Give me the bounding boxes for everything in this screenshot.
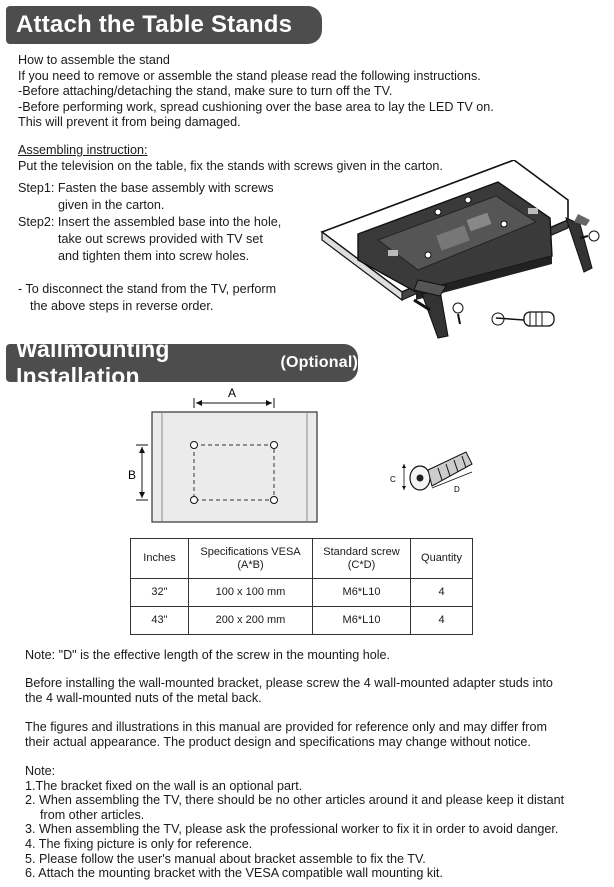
dimension-d-label: D: [454, 485, 460, 494]
dimension-b-label: B: [128, 468, 137, 482]
text-line: If you need to remove or assemble the stand please read the following instructions.: [18, 68, 481, 83]
step1-line: Step1: Fasten the base assembly with screws: [18, 181, 274, 195]
table-header-cell: Inches: [131, 539, 189, 579]
section-title-text: Wallmounting Installation: [16, 336, 170, 389]
dimension-c-label: C: [390, 475, 396, 484]
note-item: 6. Attach the mounting bracket with the VESA compatible wall mounting kit.: [25, 866, 443, 881]
text-line: -Before performing work, spread cushioning over the base area to lay the LED TV on.: [18, 99, 494, 114]
table-cell: 100 x 100 mm: [189, 579, 313, 607]
screw-length-note: Note: "D" is the effective length of the screw in the mounting hole.: [25, 648, 391, 662]
step2-line: take out screws provided with TV set: [58, 232, 263, 246]
table-row: [131, 579, 473, 607]
assembly-steps: [18, 180, 281, 265]
section-title-table-stands: [6, 6, 322, 44]
table-cell: 32": [131, 579, 189, 607]
assembly-heading: Assembling instruction:: [18, 143, 148, 157]
section-title-text: Attach the Table Stands: [16, 11, 293, 38]
table-cell: 4: [411, 579, 473, 607]
text-line: How to assemble the stand: [18, 53, 170, 67]
table-header-cell: Standard screw (C*D): [313, 539, 411, 579]
table-cell: 43": [131, 607, 189, 635]
note-item: 2. When assembling the TV, there should be no other articles around it and please keep it distant: [25, 793, 565, 808]
text-line: the 4 wall-mounted nuts of the metal back.: [25, 690, 262, 705]
install-note: [25, 676, 553, 705]
text-line: Before installing the wall-mounted bracket, please screw the 4 wall-mounted adapter studs into: [25, 676, 553, 690]
notes-heading: Note:: [25, 764, 56, 778]
table-cell: M6*L10: [313, 607, 411, 635]
step2-line: Step2: Insert the assembled base into the hole,: [18, 215, 282, 229]
table-cell: 200 x 200 mm: [189, 607, 313, 635]
text-line: -Before attaching/detaching the stand, make sure to turn off the TV.: [18, 84, 393, 98]
text-line: their actual appearance. The product design and specifications may change without notice.: [25, 734, 531, 749]
table-cell: 4: [411, 607, 473, 635]
table-header-row: [131, 539, 473, 579]
table-header-cell: Specifications VESA (A*B): [189, 539, 313, 579]
section-title-optional: (Optional): [280, 354, 358, 371]
disconnect-line: - To disconnect the stand from the TV, perform: [18, 282, 277, 296]
disconnect-line: the above steps in reverse order.: [30, 299, 214, 313]
disclaimer: [25, 720, 547, 749]
note-item: 1.The bracket fixed on the wall is an optional part.: [25, 778, 303, 793]
note-item: 4. The fixing picture is only for reference.: [25, 836, 253, 851]
text-line: The figures and illustrations in this manual are provided for reference only and may differ from: [25, 720, 547, 734]
tv-stand-illustration: [318, 160, 610, 340]
disconnect-note: [18, 281, 276, 315]
assembly-text: Put the television on the table, fix the stands with screws given in the carton.: [18, 158, 443, 173]
vesa-spec-table: [130, 538, 473, 635]
notes-list: [25, 764, 564, 881]
step2-line: and tighten them into screw holes.: [58, 249, 250, 263]
stand-instructions: [18, 53, 494, 131]
note-item: 3. When assembling the TV, please ask the professional worker to fix it in order to avoid danger.: [25, 822, 559, 837]
text-line: This will prevent it from being damaged.: [18, 115, 241, 129]
table-row: [131, 607, 473, 635]
table-header-cell: Quantity: [411, 539, 473, 579]
dimension-a-label: A: [228, 386, 237, 400]
note-item: 5. Please follow the user's manual about bracket assemble to fix the TV.: [25, 851, 426, 866]
step1-line: given in the carton.: [58, 198, 165, 212]
screw-diagram: [388, 440, 478, 500]
section-title-wallmounting: [6, 336, 358, 389]
vesa-diagram: [124, 384, 324, 524]
note-item: from other articles.: [40, 807, 145, 822]
table-cell: M6*L10: [313, 579, 411, 607]
